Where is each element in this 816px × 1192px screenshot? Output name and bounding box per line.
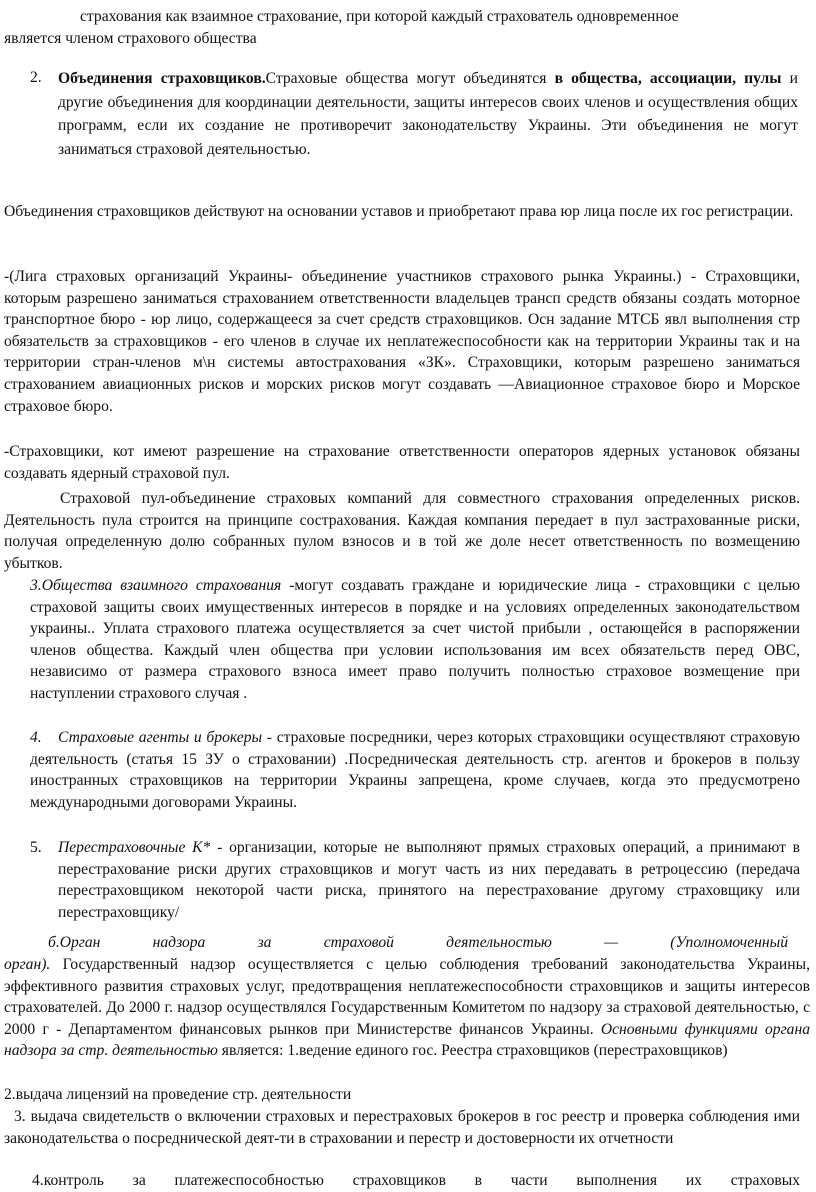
item-4 <box>30 727 801 813</box>
item-3-paragraph <box>30 575 800 705</box>
item-6-text-c: является: 1.ведение единого гос. Реестра страховщиков (перестраховщиков) <box>217 1042 728 1060</box>
item-2-bold: в общества, ассоциации, пулы <box>554 70 782 87</box>
league-paragraph: -(Лига страховых организаций Украины- объединение участников страхового рынка Украины.) - Страховщики, которым разрешено заниматься страхованием ответственности владельцев трансп средств обязаны создать моторное транспортное бюро - юр лицо, содержащееся за счет средств страховщиков. Осн задание МТСБ явл выполнения стр обязательств за страховщиков - его членов в случае их неплатежеспособности как на территории Украины так и на территории стран-членов м\н системы автострахования «ЗК». Страховщики, которым разрешено заниматься страхованием авиационных рисков и морских рисков могут создавать —Авиационное страховое бюро и Морское страховое бюро. <box>4 268 800 415</box>
item-6-title-cont: орган). <box>4 956 51 973</box>
item-5-number: 5. <box>30 839 42 856</box>
item-4-paragraph <box>30 727 800 813</box>
item-4-text: - страховые посредники, через которых страховщики осуществляют страховую деятельность (статья 15 ЗУ о страховании) .Посредническая деятельность стр. агентов и брокеров в пользу иностранных страховщиков на территории Украины запрещена, кроме случаев, когда это предусмотрено международными договорами Украины. <box>30 729 801 811</box>
item-6-paragraph <box>4 954 810 1062</box>
insurance-pool-paragraph: Страховой пул-объединение страховых компаний для совместного страхования определенных рисков. Деятельность пула строится на принципе сострахования. Каждая компания передает в пул застрахованные риски, получая определенную долю собранных пулом взносов и в той же доле несет ответственность по возмещению убытков. <box>4 490 800 572</box>
item-6-title-line: б.Орган надзора за страховой деятельностью — (Уполномоченный <box>48 934 788 951</box>
item-2-title: Объединения страховщиков. <box>58 70 266 87</box>
item-3-text: -могут создавать граждане и юридические лица - страховщики с целью страховой защиты своих имущественных интересов в порядке и на условиях определенных законодательством украины.. Уплата страхового платежа осуществляется за счет чистой прибыли , остающейся в распоряжении членов общества. Каждый член общества при условии использования им всех обязательств перед ОВС, независимо от размера страхового взноса имеет право получить полностью страховое возмещение при наступлении страхового случая . <box>30 577 800 702</box>
item-4-number: 4. <box>30 729 42 746</box>
item-3-title: 3.Общества взаимного страхования <box>30 577 282 594</box>
item-6-functions-heading: Основными функциями органа надзора за стр. деятельностью <box>4 1020 810 1060</box>
function-4: 4.контроль за платежеспособностью страховщиков в части выполнения их страховых <box>32 1172 800 1189</box>
item-6-text-a: Государственный надзор осуществляется с целью соблюдения требований законодательства Украины, эффективного развития страховых услуг, предотвращения неплатежеспособности страховщиков и защиты интересов страхователей. До 2000 г. надзор осуществлялся Государственным Комитетом по надзору за страховой деятельностью, с 2000 г - Департаментом финансовых рынков при Министерстве финансов Украины. <box>4 956 810 1038</box>
item-5 <box>30 837 801 923</box>
item-2-paragraph <box>58 67 798 161</box>
item-2-number: 2. <box>30 69 42 86</box>
item-5-title: Перестраховочные К* <box>58 839 211 856</box>
legal-status-paragraph: Объединения страховщиков действуют на основании уставов и приобретают права юр лица после их гос регистрации. <box>4 203 794 220</box>
function-3: 3. выдача свидетельств о включении страховых и перестраховых брокеров в гос реестр и проверка соблюдения ими законодательства о посреднической деят-ти в страховании и перестр и достоверности их отчетности <box>4 1108 800 1147</box>
intro-line-1: страхования как взаимное страхование, при которой каждый страхователь одновременное <box>80 8 679 25</box>
item-5-text: - организации, которые не выполняют прямых страховых операций, а принимают в перестрахование риски других страховщиков и могут часть из них передавать в ретроцессию (передача перестраховщиком некоторой части риска, принятого на перестрахование другому страховщику или перестраховщику/ <box>58 839 801 921</box>
function-2: 2.выдача лицензий на проведение стр. деятельности <box>4 1086 352 1103</box>
item-2-text-a: Страховые общества могут объединятся <box>265 70 555 87</box>
item-5-paragraph <box>58 837 800 923</box>
item-2 <box>30 67 798 161</box>
nuclear-pool-paragraph: -Страховщики, кот имеют разрешение на страхование ответственности операторов ядерных установок обязаны создавать ядерный страховой пул. <box>4 443 800 482</box>
intro-line-2: является членом страхового общества <box>4 30 257 47</box>
item-2-text-c: и другие объединения для координации деятельности, защиты интересов своих членов и осуществления общих программ, если их создание не противоречит законодательству Украины. Эти объединения не могут заниматься страховой деятельностью. <box>58 70 798 158</box>
item-4-title: Страховые агенты и брокеры <box>58 729 263 746</box>
